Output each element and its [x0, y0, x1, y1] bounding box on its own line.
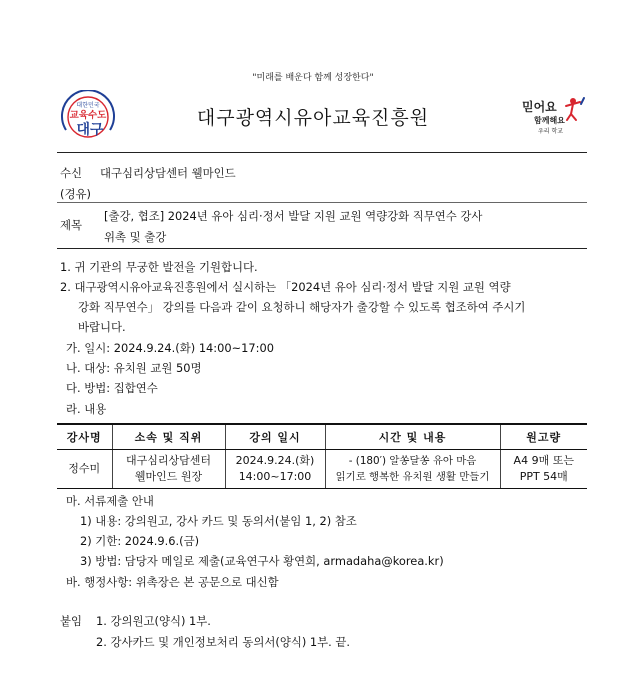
- submission-title: 마. 서류제출 안내: [66, 494, 154, 508]
- admin-note: 바. 행정사항: 위촉장은 본 공문으로 대신함: [66, 575, 279, 589]
- logo-right-line1: 믿어요: [522, 100, 557, 114]
- item-ga: 가. 일시: 2024.9.24.(화) 14:00~17:00: [66, 341, 275, 355]
- header-lecture-date: 강의 일시: [225, 424, 325, 450]
- logo-city-text: 대구: [76, 122, 104, 138]
- submission-item-1: 1) 내용: 강의원고, 강사 카드 및 동의서(붙임 1, 2) 참조: [80, 514, 357, 528]
- content-line1: - (180′) 알쏭달쏭 유아 마음: [348, 455, 477, 467]
- date-line2: 14:00~17:00: [238, 470, 312, 483]
- paragraph-2-line2: 강화 직무연수」 강의를 다음과 같이 요청하니 해당자가 출강할 수 있도록 협조하여 주시기: [78, 300, 526, 314]
- paragraph-2-line1: 2. 대구광역시유아교육진흥원에서 실시하는 「2024년 유아 심리·정서 발달 지원 교원 역량: [60, 280, 511, 294]
- recipient-label: 수신: [60, 166, 83, 180]
- cell-volume: [500, 450, 587, 489]
- logo-right-line3: 우리 학교: [538, 128, 564, 135]
- motto: "미래를 배운다 함께 성장한다": [252, 73, 374, 83]
- item-ra: 라. 내용: [66, 402, 107, 416]
- submission-item-3: 3) 방법: 담당자 메일로 제출(교육연구사 황연희, armadaha@korea.kr): [80, 554, 444, 568]
- submission-item-2: 2) 기한: 2024.9.6.(금): [80, 534, 200, 548]
- header-volume: 원고량: [500, 424, 587, 450]
- affiliation-line1: 대구심리상담센터: [125, 454, 211, 467]
- content-line2: 읽기로 행복한 유치원 생활 만들기: [335, 471, 490, 483]
- header-instructor: 강사명: [57, 424, 112, 450]
- cell-affiliation: [112, 450, 225, 489]
- item-da: 다. 방법: 집합연수: [66, 381, 158, 395]
- subject-label: 제목: [60, 218, 83, 232]
- table-header-row: [57, 424, 587, 450]
- paragraph-1: 1. 귀 기관의 무궁한 발전을 기원합니다.: [60, 260, 258, 274]
- logo-right-line2: 함께해요: [534, 116, 565, 125]
- affiliation-line2: 웰마인드 원장: [134, 470, 203, 483]
- subject-rule: [57, 248, 587, 249]
- logo-main-text: 교육수도: [69, 110, 107, 121]
- table-row: [57, 450, 587, 489]
- subject-line1: [출강, 협조] 2024년 유아 심리·정서 발달 지원 교원 역량강화 직무연수 강사: [104, 209, 483, 223]
- date-line1: 2024.9.24.(화): [235, 454, 315, 467]
- attachment-1: 1. 강의원고(양식) 1부.: [96, 614, 211, 628]
- header-affiliation: 소속 및 직위: [112, 424, 225, 450]
- cell-instructor: 정수미: [57, 450, 112, 489]
- header-content: 시간 및 내용: [325, 424, 500, 450]
- trust-school-logo: [518, 94, 588, 138]
- paragraph-2-line3: 바랍니다.: [78, 320, 126, 334]
- lecture-table: [57, 423, 587, 489]
- recipient-value: 대구심리상담센터 웰마인드: [100, 166, 236, 180]
- volume-line2: PPT 54매: [519, 470, 568, 483]
- subject-line2: 위촉 및 출강: [104, 230, 167, 244]
- org-name: 대구광역시유아교육진흥원: [196, 107, 430, 129]
- attachment-2: 2. 강사카드 및 개인정보처리 동의서(양식) 1부. 끝.: [96, 635, 351, 649]
- cell-content: [325, 450, 500, 489]
- volume-line1: A4 9매 또는: [513, 454, 574, 467]
- recipient-rule: [57, 202, 587, 203]
- cell-lecture-date: [225, 450, 325, 489]
- attachment-label: 붙임: [60, 614, 83, 628]
- header-rule: [57, 152, 587, 153]
- via-label: (경유): [60, 187, 91, 201]
- logo-small-text: 대한민국: [76, 102, 100, 109]
- item-na: 나. 대상: 유치원 교원 50명: [66, 361, 202, 375]
